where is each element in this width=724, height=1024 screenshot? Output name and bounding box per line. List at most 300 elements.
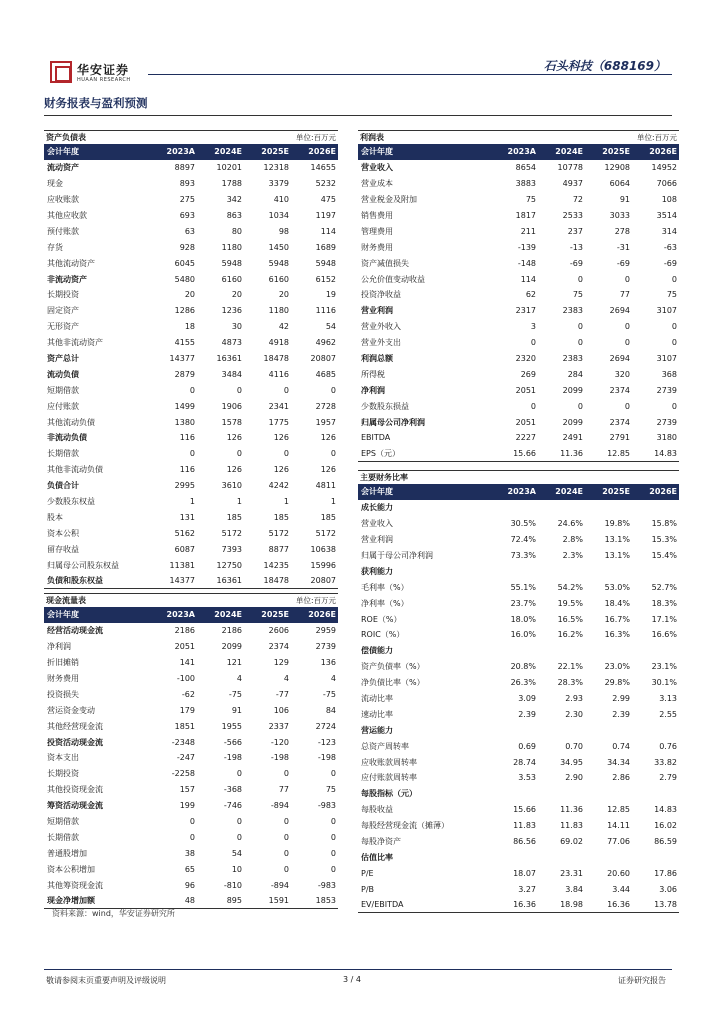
row-value: 26.3% — [510, 678, 536, 688]
row-value: 269 — [520, 369, 536, 379]
row-value: 2879 — [174, 369, 195, 379]
row-value: 18.3% — [651, 598, 677, 608]
table-row — [44, 798, 338, 814]
row-value: 2320 — [515, 354, 536, 364]
row-value: 2099 — [562, 385, 583, 395]
table-row — [44, 525, 338, 541]
row-value: 4155 — [174, 338, 195, 348]
row-label: 负债合计 — [47, 481, 79, 491]
row-label: 营业外收入 — [361, 322, 401, 332]
row-value: 12908 — [604, 163, 630, 173]
header-label: 会计年度 — [47, 147, 79, 157]
row-label: 偿债能力 — [361, 646, 393, 656]
row-value: 11381 — [169, 560, 195, 570]
row-label: 应收账款周转率 — [361, 757, 417, 767]
row-value: 1 — [236, 497, 242, 507]
table-row — [44, 366, 338, 382]
row-value: 2383 — [562, 354, 583, 364]
row-value: 0 — [283, 385, 289, 395]
row-value: -148 — [517, 258, 536, 268]
table-row — [44, 639, 338, 655]
table-row — [358, 611, 679, 627]
header-year: 2024E — [214, 147, 242, 157]
row-value: 72.4% — [510, 535, 536, 545]
row-label: 固定资产 — [47, 306, 79, 316]
row-value: 20 — [231, 290, 242, 300]
table-row — [44, 893, 338, 909]
table-header-row — [358, 484, 679, 500]
row-value: 1817 — [515, 211, 536, 220]
row-value: 20807 — [310, 575, 336, 585]
row-value: 3.84 — [565, 884, 583, 894]
row-value: 30.1% — [651, 678, 677, 688]
row-value: 18478 — [263, 354, 289, 364]
row-value: 10 — [231, 864, 242, 874]
row-value: 1689 — [315, 242, 336, 252]
table-row — [358, 532, 679, 548]
row-value: 1180 — [221, 242, 242, 252]
row-label: P/B — [361, 884, 375, 894]
row-label: 存货 — [47, 242, 63, 252]
table-row — [358, 335, 679, 351]
table-row — [44, 382, 338, 398]
row-value: 23.31 — [560, 868, 583, 878]
row-label: 投资活动现金流 — [47, 737, 103, 747]
row-label: 成长能力 — [361, 503, 393, 513]
row-value: 0.74 — [612, 741, 630, 751]
row-value: 320 — [614, 369, 630, 379]
header-label: 会计年度 — [361, 147, 393, 157]
row-value: 15996 — [310, 560, 336, 570]
row-label: 营业收入 — [361, 163, 393, 173]
row-value: 0 — [577, 274, 583, 284]
row-value: 33.82 — [654, 757, 677, 767]
table-row — [44, 192, 338, 208]
row-label: 应付账款 — [47, 401, 79, 411]
row-value: 2186 — [221, 626, 242, 636]
row-value: 0 — [671, 338, 677, 348]
table-row — [44, 494, 338, 510]
table-row — [358, 500, 679, 516]
row-value: 22.1% — [557, 662, 583, 672]
row-value: 116 — [179, 433, 195, 443]
table-title: 资产负债表 — [46, 133, 86, 142]
row-value: 91 — [619, 195, 630, 205]
table-row — [358, 516, 679, 532]
row-value: 0 — [283, 449, 289, 459]
row-value: 80 — [231, 226, 242, 236]
row-value: 18.0% — [510, 614, 536, 624]
row-value: 5948 — [315, 258, 336, 268]
row-value: 2383 — [562, 306, 583, 316]
row-label: 净利率（%） — [361, 598, 409, 608]
row-value: 14.83 — [654, 448, 677, 458]
row-label: 资产负债率（%） — [361, 662, 425, 672]
table-title: 主要财务比率 — [360, 473, 408, 482]
row-label: 普通股增加 — [47, 848, 87, 858]
row-value: 3.44 — [612, 884, 630, 894]
table-row — [358, 160, 679, 176]
row-label: 其他非流动资产 — [47, 338, 103, 348]
row-label: 少数股东损益 — [361, 401, 409, 411]
row-value: 1853 — [315, 895, 336, 905]
table-row — [44, 430, 338, 446]
row-value: -368 — [223, 785, 242, 795]
row-value: 54 — [325, 322, 336, 332]
row-value: 185 — [226, 512, 242, 522]
row-value: 0 — [330, 449, 336, 459]
row-value: 4811 — [315, 481, 336, 491]
row-value: 2.55 — [659, 709, 677, 719]
row-value: 10201 — [216, 163, 242, 173]
page-number: 3 / 4 — [343, 975, 361, 984]
header-divider — [148, 74, 672, 75]
row-label: 营运资金变动 — [47, 705, 95, 715]
row-value: -198 — [317, 753, 336, 763]
row-value: 4116 — [268, 369, 289, 379]
row-value: 2995 — [174, 481, 195, 491]
row-value: 3 — [530, 322, 536, 332]
row-value: 28.74 — [513, 757, 536, 767]
row-value: 0.76 — [659, 741, 677, 751]
table-title: 利润表 — [360, 133, 384, 142]
row-value: 18478 — [263, 575, 289, 585]
row-value: 6087 — [174, 544, 195, 554]
row-value: 38 — [184, 848, 195, 858]
row-value: 5948 — [268, 258, 289, 268]
row-value: 0 — [236, 832, 242, 842]
row-value: 5172 — [268, 528, 289, 538]
table-row — [44, 686, 338, 702]
row-value: 0 — [236, 769, 242, 779]
row-value: 2.39 — [518, 709, 536, 719]
row-value: 1 — [330, 497, 336, 507]
row-value: 3.13 — [659, 694, 677, 704]
table-row — [358, 192, 679, 208]
row-value: 6160 — [221, 274, 242, 284]
row-value: 368 — [661, 369, 677, 379]
table-row — [44, 335, 338, 351]
row-value: 24.6% — [557, 519, 583, 529]
row-label: ROIC（%） — [361, 630, 405, 640]
footer-doc-type: 证券研究报告 — [618, 976, 666, 985]
row-label: EV/EBITDA — [361, 900, 404, 910]
table-row — [44, 845, 338, 861]
row-value: 2227 — [515, 433, 536, 443]
row-value: 5232 — [315, 179, 336, 189]
row-value: 17.1% — [651, 614, 677, 624]
row-label: 所得税 — [361, 369, 385, 379]
row-value: 0 — [624, 338, 630, 348]
table-caption — [44, 130, 338, 144]
row-value: 0.70 — [565, 741, 583, 751]
table-row — [358, 446, 679, 462]
row-value: -746 — [223, 801, 242, 811]
row-value: 0 — [189, 449, 195, 459]
row-value: 1906 — [221, 401, 242, 411]
row-value: 2.3% — [562, 551, 583, 560]
footer-divider — [44, 969, 672, 970]
row-label: 每股经营现金流（摊薄） — [361, 821, 449, 831]
row-value: 0 — [236, 449, 242, 459]
row-value: 895 — [226, 895, 242, 905]
row-value: -2258 — [171, 769, 195, 779]
table-row — [44, 319, 338, 335]
row-label: 获利能力 — [361, 566, 393, 576]
header-year: 2024E — [555, 487, 583, 497]
row-label: 长期投资 — [47, 769, 79, 779]
table-row — [44, 702, 338, 718]
row-value: 2341 — [268, 401, 289, 411]
row-value: 1116 — [315, 306, 336, 316]
balance-sheet-table — [44, 130, 338, 589]
row-label: 其他筹资现金流 — [47, 880, 103, 890]
row-label: 流动资产 — [47, 163, 79, 173]
row-value: 2.39 — [612, 709, 630, 719]
table-row — [358, 351, 679, 367]
row-label: 现金 — [47, 179, 63, 189]
income-statement-table — [358, 130, 679, 462]
row-value: 14377 — [169, 354, 195, 364]
row-value: 1380 — [174, 417, 195, 427]
table-header-row — [358, 144, 679, 160]
row-label: 少数股东权益 — [47, 497, 95, 507]
row-value: 693 — [179, 211, 195, 220]
row-label: 财务费用 — [47, 674, 79, 683]
row-value: 23.1% — [651, 662, 677, 672]
table-row — [44, 718, 338, 734]
row-value: 14235 — [263, 560, 289, 570]
row-value: 8897 — [174, 163, 195, 173]
table-row — [358, 255, 679, 271]
row-value: 6064 — [609, 179, 630, 189]
row-value: 342 — [226, 195, 242, 205]
row-label: 其他应收款 — [47, 211, 87, 220]
row-value: 284 — [567, 369, 583, 379]
row-label: 总资产周转率 — [361, 741, 409, 751]
table-row — [358, 303, 679, 319]
row-value: 48 — [184, 895, 195, 905]
row-value: 15.4% — [651, 551, 677, 560]
row-label: 公允价值变动收益 — [361, 274, 425, 284]
row-value: -894 — [270, 801, 289, 811]
row-label: 经营活动现金流 — [47, 626, 103, 636]
row-value: 4962 — [315, 338, 336, 348]
table-row — [358, 802, 679, 818]
row-value: 20.60 — [607, 868, 630, 878]
row-value: 15.8% — [651, 519, 677, 529]
row-value: 19.8% — [604, 519, 630, 529]
row-value: 4242 — [268, 481, 289, 491]
table-row — [358, 897, 679, 913]
row-value: 114 — [320, 226, 336, 236]
table-row — [358, 398, 679, 414]
row-value: 72 — [572, 195, 583, 205]
row-value: 77 — [619, 290, 630, 300]
row-value: 2739 — [656, 385, 677, 395]
row-value: 8877 — [268, 544, 289, 554]
row-value: 126 — [226, 433, 242, 443]
row-label: 归属于母公司净利润 — [361, 551, 433, 560]
header-year: 2026E — [649, 487, 677, 497]
row-label: 折旧摊销 — [47, 658, 79, 668]
row-label: 归属母公司净利润 — [361, 417, 425, 427]
row-value: 5948 — [221, 258, 242, 268]
row-value: 11.36 — [560, 805, 583, 815]
header-year: 2025E — [602, 487, 630, 497]
row-value: -63 — [663, 242, 677, 252]
table-row — [44, 414, 338, 430]
table-row — [358, 691, 679, 707]
logo-chinese-name: 华安证券 — [77, 63, 130, 77]
row-label: 筹资活动现金流 — [47, 801, 103, 811]
row-value: 11.83 — [560, 821, 583, 831]
row-value: 34.34 — [607, 757, 630, 767]
huaan-securities-logo — [50, 61, 142, 85]
row-value: 0 — [530, 338, 536, 348]
row-value: 4685 — [315, 369, 336, 379]
row-value: 0 — [189, 817, 195, 827]
row-value: 893 — [179, 179, 195, 189]
row-value: 1034 — [268, 211, 289, 220]
row-label: 利润总额 — [361, 354, 393, 364]
table-row — [358, 239, 679, 255]
row-value: -247 — [176, 753, 195, 763]
row-value: 12.85 — [607, 448, 630, 458]
row-value: 75 — [572, 290, 583, 300]
row-value: -77 — [275, 689, 289, 699]
table-row — [44, 160, 338, 176]
header-year: 2023A — [507, 487, 536, 497]
row-value: 0 — [330, 832, 336, 842]
row-label: 长期借款 — [47, 449, 79, 459]
row-label: EPS（元） — [361, 448, 400, 458]
table-row — [358, 595, 679, 611]
row-value: 10778 — [557, 163, 583, 173]
row-value: 0 — [577, 322, 583, 332]
row-value: 1 — [283, 497, 289, 507]
row-value: 1788 — [221, 179, 242, 189]
row-value: 0 — [189, 385, 195, 395]
row-value: 52.7% — [651, 582, 677, 592]
row-value: 55.1% — [510, 582, 536, 592]
table-row — [358, 706, 679, 722]
row-value: 65 — [184, 864, 195, 874]
table-row — [44, 398, 338, 414]
table-row — [358, 430, 679, 446]
table-row — [358, 786, 679, 802]
table-row — [44, 351, 338, 367]
row-value: 19.5% — [557, 598, 583, 608]
company-name: 石头科技（688169） — [543, 59, 666, 73]
row-value: 8654 — [515, 163, 536, 173]
row-value: 0 — [624, 274, 630, 284]
row-value: 14952 — [651, 163, 677, 173]
row-value: 91 — [231, 705, 242, 715]
row-value: 2337 — [268, 721, 289, 731]
header-year: 2026E — [308, 147, 336, 157]
row-value: 2374 — [268, 642, 289, 652]
row-value: 7393 — [221, 544, 242, 554]
row-value: 126 — [273, 465, 289, 475]
row-value: 2374 — [609, 417, 630, 427]
row-value: -139 — [517, 242, 536, 252]
footer-disclaimer: 敬请参阅末页重要声明及评级说明 — [46, 976, 166, 985]
cash-flow-table — [44, 593, 338, 909]
row-value: 0 — [624, 401, 630, 411]
row-value: -62 — [181, 689, 195, 699]
row-value: 1591 — [268, 895, 289, 905]
header-year: 2025E — [602, 147, 630, 157]
row-label: 资产总计 — [47, 354, 79, 364]
table-row — [358, 366, 679, 382]
table-row — [44, 541, 338, 557]
table-title: 现金流量表 — [46, 596, 86, 605]
row-value: 3033 — [609, 211, 630, 220]
row-label: 应收账款 — [47, 195, 79, 205]
row-value: 863 — [226, 211, 242, 220]
row-value: 98 — [278, 226, 289, 236]
table-row — [358, 770, 679, 786]
row-value: 86.56 — [513, 837, 536, 847]
row-label: 其他经营现金流 — [47, 721, 103, 731]
row-value: 0 — [671, 401, 677, 411]
row-value: -2348 — [171, 737, 195, 747]
row-value: 29.8% — [604, 678, 630, 688]
row-value: 4937 — [562, 179, 583, 189]
row-value: 3883 — [515, 179, 536, 189]
row-value: 62 — [525, 290, 536, 300]
row-label: 股本 — [47, 512, 63, 522]
table-unit: 单位:百万元 — [295, 596, 336, 605]
row-value: 14.83 — [654, 805, 677, 815]
row-label: 短期借款 — [47, 385, 79, 395]
row-value: 185 — [273, 512, 289, 522]
row-value: 2606 — [268, 626, 289, 636]
row-value: 475 — [320, 195, 336, 205]
table-row — [44, 462, 338, 478]
row-value: 2728 — [315, 401, 336, 411]
row-value: 0 — [236, 385, 242, 395]
row-value: 1578 — [221, 417, 242, 427]
row-label: 营业成本 — [361, 179, 393, 189]
table-row — [44, 766, 338, 782]
row-value: 16.3% — [604, 630, 630, 640]
row-value: 54.2% — [557, 582, 583, 592]
table-row — [358, 579, 679, 595]
row-value: 410 — [273, 195, 289, 205]
row-label: 归属母公司股东权益 — [47, 560, 119, 570]
row-value: 63 — [184, 226, 195, 236]
row-value: 53.0% — [604, 582, 630, 592]
row-label: 估值比率 — [361, 852, 393, 862]
table-row — [44, 829, 338, 845]
row-value: 1236 — [221, 306, 242, 316]
row-value: 136 — [320, 658, 336, 668]
row-value: 17.86 — [654, 868, 677, 878]
row-label: 负债和股东权益 — [47, 575, 103, 585]
row-value: -198 — [270, 753, 289, 763]
header-year: 2023A — [166, 610, 195, 620]
table-row — [44, 271, 338, 287]
row-value: 16.02 — [654, 821, 677, 831]
row-value: 0 — [530, 401, 536, 411]
row-value: 141 — [179, 658, 195, 668]
row-label: 长期借款 — [47, 832, 79, 842]
row-value: -198 — [223, 753, 242, 763]
row-value: 12.85 — [607, 805, 630, 815]
row-value: 5480 — [174, 274, 195, 284]
